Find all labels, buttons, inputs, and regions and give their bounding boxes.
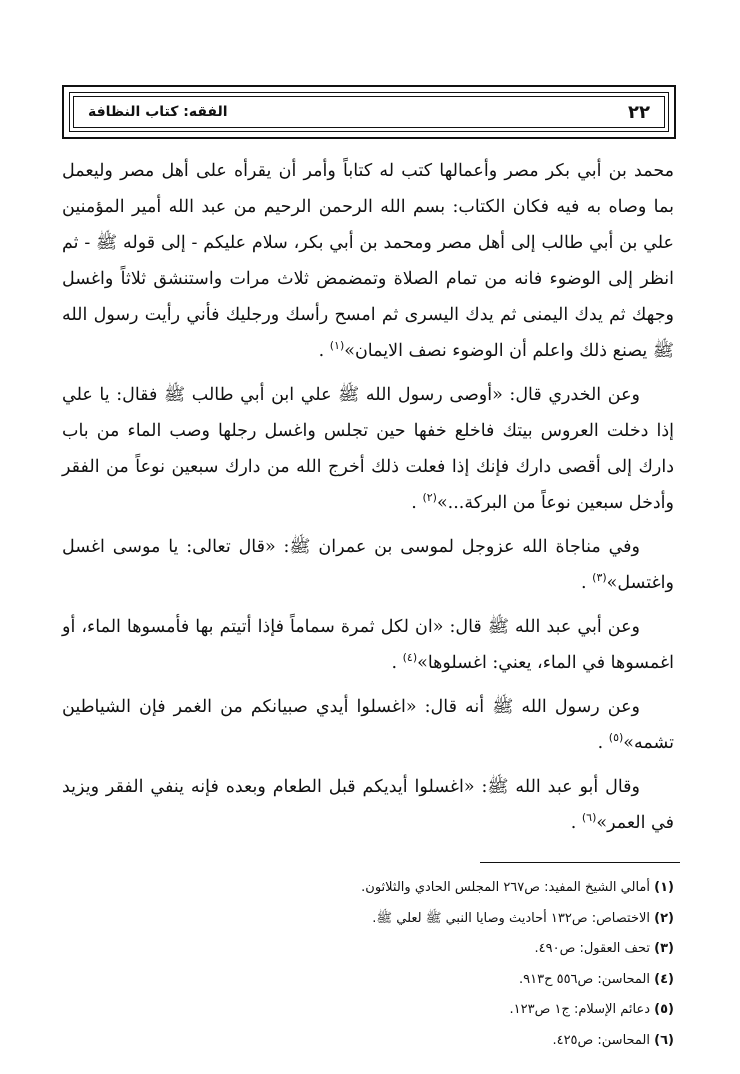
- footnote-text: الاختصاص: ص١٣٢ أحاديث وصايا النبي ﷺ لعلي ﷺ.: [372, 910, 651, 926]
- footnote-text: المحاسن: ص٤٢٥.: [552, 1032, 651, 1048]
- footnote-ref: (٦): [581, 811, 597, 825]
- paragraph: [62, 377, 674, 521]
- footnote-number: (٦): [654, 1032, 674, 1048]
- footnote-ref: (٥): [608, 731, 624, 745]
- paragraph-end: .: [597, 733, 604, 753]
- footnote-number: (٢): [654, 910, 674, 926]
- paragraph-end: .: [581, 573, 587, 593]
- paragraph: [62, 609, 674, 681]
- paragraph-text: وعن أبي عبد الله ﷺ قال: «ان لكل ثمرة سماماً فإذا أتيتم بها فأمسوها الماء، أو اغمسوها في الماء، يعني: اغسلوها»: [62, 617, 674, 673]
- paragraph: [62, 529, 674, 601]
- main-text: [62, 153, 674, 849]
- page-header: [62, 85, 676, 139]
- footnote: [62, 1026, 674, 1057]
- header-frame: [69, 92, 669, 132]
- footnote-text: أمالي الشيخ المفيد: ص٢٦٧ المجلس الحادي والثلاثون.: [361, 880, 651, 895]
- paragraph-end: .: [570, 813, 577, 833]
- paragraph: [62, 153, 674, 369]
- footnote: [62, 873, 674, 904]
- footnote: [62, 965, 674, 996]
- footnote-ref: (٣): [592, 571, 607, 585]
- footnote: [62, 934, 674, 965]
- footnote-text: تحف العقول: ص٤٩٠.: [534, 941, 651, 956]
- footnote: [62, 904, 674, 935]
- paragraph-end: .: [391, 653, 398, 673]
- footnote-ref: (١): [329, 339, 345, 353]
- paragraph-text: وعن رسول الله ﷺ أنه قال: «اغسلوا أيدي صبيانكم من الغمر فإن الشياطين تشمه»: [62, 697, 674, 753]
- footnote: [62, 995, 674, 1026]
- footnote-number: (١): [654, 880, 674, 895]
- footnote-text: دعائم الإسلام: ج١ ص١٢٣.: [509, 1002, 651, 1017]
- paragraph-end: .: [411, 493, 417, 513]
- footnote-number: (٥): [654, 1002, 674, 1017]
- page-number: ٢٢: [628, 101, 650, 123]
- footnote-text: المحاسن: ص٥٥٦ ح٩١٣.: [518, 971, 651, 987]
- paragraph-text: وقال أبو عبد الله ﷺ: «اغسلوا أيديكم قبل الطعام وبعده فإنه ينفي الفقر ويزيد في العمر»: [62, 777, 674, 833]
- footnote-ref: (٤): [402, 651, 418, 665]
- header-content: [73, 96, 665, 128]
- paragraph-end: .: [318, 341, 325, 361]
- footnote-ref: (٢): [422, 491, 437, 505]
- footnote-separator: [480, 862, 680, 863]
- book-page: [62, 85, 680, 1048]
- footnote-number: (٣): [654, 941, 674, 956]
- paragraph: [62, 769, 674, 841]
- footnote-number: (٤): [654, 971, 674, 987]
- paragraph-text: وفي مناجاة الله عزوجل لموسى بن عمران ﷺ: «قال تعالى: يا موسى اغسل واغتسل»: [62, 537, 674, 593]
- footnotes: [62, 873, 674, 1056]
- paragraph-text: وعن الخدري قال: «أوصى رسول الله ﷺ علي ابن أبي طالب ﷺ فقال: يا علي إذا دخلت العروس بيتك فاخلع خفها حين تجلس واغسل رجلها وصب الماء من باب دارك إلى أقصى دارك فإنك إذا فعلت ذلك أخرج الله من دارك سبعين نوعاً من الفقر وأدخل سبعين نوعاً من البركة...»: [62, 385, 674, 513]
- running-title: الفقه: كتاب النظافة: [88, 104, 228, 120]
- paragraph: [62, 689, 674, 761]
- paragraph-text: محمد بن أبي بكر مصر وأعمالها كتب له كتاباً وأمر أن يقرأه على أهل مصر وليعمل بما وصاه به فيه فكان الكتاب: بسم الله الرحمن الرحيم من عبد الله أمير المؤمنين علي بن أبي طالب إلى أهل مصر ومحمد بن أبي بكر، سلام عليكم - إلى قوله ﷺ - ثم انظر إلى الوضوء فانه من تمام الصلاة وتمضمض ثلاث مرات واستنشق ثلاثاً واغسل وجهك ثم يدك اليمنى ثم يدك اليسرى ثم امسح رأسك ورجليك فأني رأيت رسول الله ﷺ يصنع ذلك واعلم أن الوضوء نصف الايمان»: [62, 161, 674, 361]
